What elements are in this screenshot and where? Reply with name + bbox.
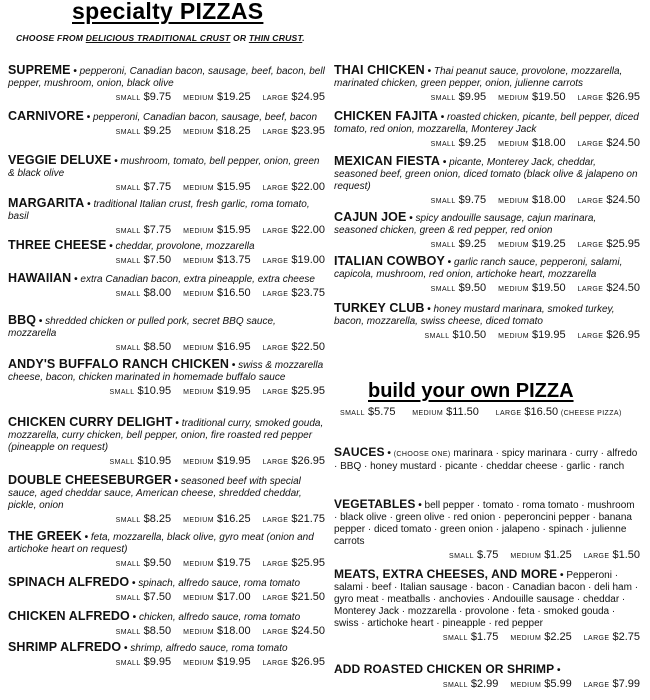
small-price: SMALL $9.95	[430, 91, 487, 103]
pizza-item-double-cheeseburger: DOUBLE CHEESEBURGER • seasoned beef with special sauce, aged cheddar sauce, American cheese, shredded cheddar, pickle, onion SMALL $8.25 MEDIUM $16.25 LARGE $21.75	[8, 473, 325, 525]
pizza-prices	[8, 513, 325, 527]
byo-roasted-chicken-shrimp: ADD ROASTED CHICKEN OR SHRIMP • SMALL $2.99 MEDIUM $5.99 LARGE $7.99	[334, 662, 640, 690]
pizza-prices	[334, 282, 640, 296]
small-price: SMALL $9.95	[115, 656, 172, 668]
pizza-item-bbq: BBQ • shredded chicken or pulled pork, secret BBQ sauce, mozzarella SMALL $8.50 MEDIUM $16.95 LARGE $22.50	[8, 313, 325, 353]
pizza-ingredients: spinach, alfredo sauce, roma tomato	[138, 578, 301, 589]
pizza-item-spinach-alfredo: SPINACH ALFREDO • spinach, alfredo sauce, roma tomato SMALL $7.50 MEDIUM $17.00 LARGE $21.50	[8, 575, 325, 603]
medium-price: MEDIUM $15.95	[183, 181, 251, 193]
medium-price: MEDIUM $19.75	[183, 557, 251, 569]
pizza-ingredients: mushroom, tomato, bell pepper, onion, green & black olive	[8, 156, 320, 179]
pizza-prices	[334, 137, 640, 151]
pizza-prices	[8, 254, 325, 268]
pizza-prices	[8, 341, 325, 355]
small-price: SMALL $10.95	[109, 455, 172, 467]
small-price: SMALL $9.25	[430, 137, 487, 149]
pizza-name: SPINACH ALFREDO	[8, 575, 130, 589]
byo-sauces: SAUCES • (CHOOSE ONE) marinara · spicy marinara · curry · alfredo · BBQ · honey mustard · picante · cheddar cheese · garlic · ranch	[334, 445, 638, 472]
pizza-name: CHICKEN FAJITA	[334, 109, 438, 123]
large-price: LARGE $25.95	[262, 557, 325, 569]
small-price: SMALL $8.50	[115, 625, 172, 637]
pizza-item-veggie-deluxe: VEGGIE DELUXE • mushroom, tomato, bell pepper, onion, green & black olive SMALL $7.75 MEDIUM $15.95 LARGE $22.00	[8, 153, 325, 193]
small-price: SMALL $8.50	[115, 341, 172, 353]
pizza-name: MEXICAN FIESTA	[334, 154, 441, 168]
small-price: SMALL $7.50	[115, 591, 172, 603]
small-price: SMALL $8.25	[115, 513, 172, 525]
pizza-prices	[334, 238, 640, 252]
small-price: SMALL $7.75	[115, 181, 172, 193]
pizza-ingredients: swiss & mozzarella cheese, bacon, chicken marinated in homemade buffalo sauce	[8, 360, 324, 383]
medium-price: MEDIUM $19.95	[183, 656, 251, 668]
large-price: LARGE $21.75	[262, 513, 325, 525]
medium-price: MEDIUM $16.95	[183, 341, 251, 353]
small-price: SMALL $8.00	[115, 287, 172, 299]
pizza-ingredients: picante, Monterey Jack, cheddar, seasoned beef, green onion, diced tomato (black olive & jalapeno on request)	[334, 157, 638, 192]
medium-price: MEDIUM $16.25	[183, 513, 251, 525]
small-price: SMALL $10.50	[424, 329, 487, 341]
large-price: LARGE $24.50	[577, 194, 640, 206]
medium-price: MEDIUM $13.75	[183, 254, 251, 266]
pizza-prices	[334, 329, 640, 343]
medium-price: MEDIUM $19.95	[498, 329, 566, 341]
large-price: LARGE $22.00	[262, 181, 325, 193]
pizza-name: CARNIVORE	[8, 109, 84, 123]
pizza-item-supreme: SUPREME • pepperoni, Canadian bacon, sausage, beef, bacon, bell pepper, mushroom, onion, black olive SMALL $9.75 MEDIUM $19.25 LARGE $24.95	[8, 63, 325, 103]
medium-price: MEDIUM $18.25	[183, 125, 251, 137]
crust-subtitle: CHOOSE FROM DELICIOUS TRADITIONAL CRUST OR THIN CRUST.	[16, 33, 305, 43]
large-price: LARGE $24.50	[577, 137, 640, 149]
roasted-prices: SMALL $2.99 MEDIUM $5.99 LARGE $7.99	[442, 678, 640, 690]
byo-medium-price: MEDIUM $11.50	[412, 406, 479, 418]
pizza-name: SUPREME	[8, 63, 71, 77]
pizza-item-chicken-fajita: CHICKEN FAJITA • roasted chicken, picante, bell pepper, diced tomato, red onion, mozzarella, Monterey Jack SMALL $9.25 MEDIUM $18.00 LARGE $24.50	[334, 109, 640, 149]
pizza-name: CAJUN JOE	[334, 210, 407, 224]
pizza-name: BBQ	[8, 313, 37, 327]
large-price: LARGE $19.00	[262, 254, 325, 266]
small-price: SMALL $9.25	[430, 238, 487, 250]
pizza-prices	[8, 656, 325, 670]
pizza-name: CHICKEN CURRY DELIGHT	[8, 415, 173, 429]
pizza-item-three-cheese: THREE CHEESE • cheddar, provolone, mozzarella SMALL $7.50 MEDIUM $13.75 LARGE $19.00	[8, 238, 325, 266]
pizza-prices	[334, 91, 640, 105]
meats-list: Pepperoni · salami · beef · Italian sausage · bacon · Canadian bacon · deli ham · gyro meat · meatballs · anchovies · Andouille sausage · cheddar · Monterey Jack · mozzarella · provolone · feta · smoked gouda · swiss · artichoke heart · pineapple · red pepper	[334, 570, 639, 629]
pizza-prices	[334, 194, 640, 208]
large-price: LARGE $26.95	[262, 656, 325, 668]
pizza-prices	[8, 224, 325, 238]
large-price: LARGE $24.50	[262, 625, 325, 637]
large-price: LARGE $26.95	[577, 91, 640, 103]
pizza-ingredients: shrimp, alfredo sauce, roma tomato	[130, 643, 288, 654]
pizza-ingredients: extra Canadian bacon, extra pineapple, extra cheese	[80, 274, 315, 285]
pizza-prices	[8, 91, 325, 105]
pizza-item-cajun-joe: CAJUN JOE • spicy andouille sausage, cajun marinara, seasoned chicken, green & red pepper, red onion SMALL $9.25 MEDIUM $19.25 LARGE $25.95	[334, 210, 640, 250]
choose-one-note: (CHOOSE ONE)	[393, 451, 451, 458]
pizza-item-turkey-club: TURKEY CLUB • honey mustard marinara, smoked turkey, bacon, mozzarella, swiss cheese, diced tomato SMALL $10.50 MEDIUM $19.95 LARGE $26.95	[334, 301, 640, 341]
pizza-ingredients: traditional Italian crust, fresh garlic, roma tomato, basil	[8, 199, 310, 222]
small-price: SMALL $9.50	[430, 282, 487, 294]
medium-price: MEDIUM $19.95	[183, 385, 251, 397]
pizza-ingredients: traditional curry, smoked gouda, mozzarella, curry chicken, bell pepper, onion, fire roasted red pepper (pineapple on request)	[8, 418, 324, 453]
medium-price: MEDIUM $16.50	[183, 287, 251, 299]
large-price: LARGE $24.95	[262, 91, 325, 103]
pizza-prices	[8, 385, 325, 399]
pizza-item-shrimp-alfredo: SHRIMP ALFREDO • shrimp, alfredo sauce, roma tomato SMALL $9.95 MEDIUM $19.95 LARGE $26.95	[8, 640, 325, 668]
byo-title: build your own PIZZA	[368, 380, 574, 402]
pizza-name: HAWAIIAN	[8, 271, 72, 285]
small-price: SMALL $9.75	[115, 91, 172, 103]
small-price: SMALL $7.75	[115, 224, 172, 236]
vegetables-list: bell pepper · tomato · roma tomato · mushroom · black olive · green olive · red onion · peperoncini pepper · banana pepper · diced tomato · green onion · jalapeno · spinach · julienne carrots	[334, 500, 635, 547]
large-price: LARGE $23.75	[262, 287, 325, 299]
byo-meats-cheeses: MEATS, EXTRA CHEESES, AND MORE • Pepperoni · salami · beef · Italian sausage · bacon · Canadian bacon · deli ham · gyro meat · meatballs · anchovies · Andouille sausage · cheddar · Monterey Jack · mozzarella · provolone · feta · smoked gouda · swiss · artichoke heart · pineapple · red pepper SMALL $1.75 MEDIUM $2.25 LARGE $2.75	[334, 567, 640, 643]
meats-prices: SMALL $1.75 MEDIUM $2.25 LARGE $2.75	[442, 631, 640, 643]
meats-heading: MEATS, EXTRA CHEESES, AND MORE	[334, 567, 558, 581]
roasted-heading: ADD ROASTED CHICKEN OR SHRIMP	[334, 662, 555, 676]
medium-price: MEDIUM $19.95	[183, 455, 251, 467]
large-price: LARGE $26.95	[262, 455, 325, 467]
pizza-name: THE GREEK	[8, 529, 82, 543]
medium-price: MEDIUM $19.25	[183, 91, 251, 103]
byo-vegetables: VEGETABLES • bell pepper · tomato · roma tomato · mushroom · black olive · green olive · red onion · peperoncini pepper · banana pepper · diced tomato · green onion · jalapeno · spinach · julienne carrots SMALL $.75 MEDIUM $1.25 LARGE $1.50	[334, 497, 640, 561]
pizza-item-the-greek: THE GREEK • feta, mozzarella, black olive, gyro meat (onion and artichoke heart on request) SMALL $9.50 MEDIUM $19.75 LARGE $25.95	[8, 529, 325, 569]
medium-price: MEDIUM $18.00	[183, 625, 251, 637]
pizza-name: ANDY'S BUFFALO RANCH CHICKEN	[8, 357, 230, 371]
medium-price: MEDIUM $15.95	[183, 224, 251, 236]
pizza-name: THREE CHEESE	[8, 238, 107, 252]
vegetables-prices: SMALL $.75 MEDIUM $1.25 LARGE $1.50	[449, 549, 640, 561]
pizza-name: DOUBLE CHEESEBURGER	[8, 473, 172, 487]
large-price: LARGE $23.95	[262, 125, 325, 137]
large-price: LARGE $22.00	[262, 224, 325, 236]
pizza-item-italian-cowboy: ITALIAN COWBOY • garlic ranch sauce, pepperoni, salami, capicola, mushroom, red onion, artichoke heart, mozzarella SMALL $9.50 MEDIUM $19.50 LARGE $24.50	[334, 254, 640, 294]
large-price: LARGE $26.95	[577, 329, 640, 341]
large-price: LARGE $25.95	[577, 238, 640, 250]
vegetables-heading: VEGETABLES	[334, 497, 416, 511]
pizza-name: VEGGIE DELUXE	[8, 153, 112, 167]
large-price: LARGE $22.50	[262, 341, 325, 353]
medium-price: MEDIUM $18.00	[498, 194, 566, 206]
medium-price: MEDIUM $19.25	[498, 238, 566, 250]
pizza-prices	[8, 287, 325, 301]
sauces-heading: SAUCES	[334, 445, 385, 459]
pizza-item-carnivore: CARNIVORE • pepperoni, Canadian bacon, sausage, beef, bacon SMALL $9.25 MEDIUM $18.25 LARGE $23.95	[8, 109, 325, 137]
pizza-ingredients: roasted chicken, picante, bell pepper, diced tomato, red onion, mozzarella, Monterey Jack	[334, 112, 639, 135]
byo-large-price: LARGE $16.50 (CHEESE PIZZA)	[495, 406, 622, 418]
large-price: LARGE $24.50	[577, 282, 640, 294]
small-price: SMALL $9.25	[115, 125, 172, 137]
pizza-prices	[8, 181, 325, 195]
large-price: LARGE $21.50	[262, 591, 325, 603]
medium-price: MEDIUM $18.00	[498, 137, 566, 149]
pizza-item-andy-s-buffalo-ranch-chicken: ANDY'S BUFFALO RANCH CHICKEN • swiss & mozzarella cheese, bacon, chicken marinated in homemade buffalo sauce SMALL $10.95 MEDIUM $19.95 LARGE $25.95	[8, 357, 325, 397]
sauces-list: marinara · spicy marinara · curry · alfredo · BBQ · honey mustard · picante · cheddar cheese · garlic · ranch	[334, 448, 638, 472]
pizza-name: TURKEY CLUB	[334, 301, 425, 315]
pizza-item-margarita: MARGARITA • traditional Italian crust, fresh garlic, roma tomato, basil SMALL $7.75 MEDIUM $15.95 LARGE $22.00	[8, 196, 325, 236]
pizza-item-chicken-alfredo: CHICKEN ALFREDO • chicken, alfredo sauce, roma tomato SMALL $8.50 MEDIUM $18.00 LARGE $24.50	[8, 609, 325, 637]
byo-small-price: SMALL $5.75	[340, 406, 396, 418]
pizza-name: THAI CHICKEN	[334, 63, 425, 77]
pizza-ingredients: garlic ranch sauce, pepperoni, salami, capicola, mushroom, red onion, artichoke heart, mozzarella	[334, 257, 623, 280]
menu-title: specialty PIZZAS	[72, 0, 264, 24]
pizza-prices	[8, 125, 325, 139]
pizza-prices	[8, 557, 325, 571]
pizza-ingredients: shredded chicken or pulled pork, secret BBQ sauce, mozzarella	[8, 316, 276, 339]
pizza-ingredients: seasoned beef with special sauce, aged cheddar sauce, American cheese, shredded cheddar, pickle, onion	[8, 476, 302, 511]
pizza-item-chicken-curry-delight: CHICKEN CURRY DELIGHT • traditional curry, smoked gouda, mozzarella, curry chicken, bell pepper, onion, fire roasted red pepper (pineapple on request) SMALL $10.95 MEDIUM $19.95 LARGE $26.95	[8, 415, 325, 467]
pizza-ingredients: cheddar, provolone, mozzarella	[115, 241, 255, 252]
large-price: LARGE $25.95	[262, 385, 325, 397]
small-price: SMALL $10.95	[109, 385, 172, 397]
medium-price: MEDIUM $19.50	[498, 282, 566, 294]
medium-price: MEDIUM $19.50	[498, 91, 566, 103]
small-price: SMALL $7.50	[115, 254, 172, 266]
pizza-ingredients: pepperoni, Canadian bacon, sausage, beef, bacon, bell pepper, mushroom, onion, black olive	[8, 66, 325, 89]
pizza-ingredients: spicy andouille sausage, cajun marinara, seasoned chicken, green & red pepper, red onion	[334, 213, 597, 236]
pizza-prices	[8, 455, 325, 469]
small-price: SMALL $9.50	[115, 557, 172, 569]
pizza-item-thai-chicken: THAI CHICKEN • Thai peanut sauce, provolone, mozzarella, marinated chicken, green pepper, onion, julienne carrots SMALL $9.95 MEDIUM $19.50 LARGE $26.95	[334, 63, 640, 103]
pizza-prices	[8, 625, 325, 639]
pizza-name: ITALIAN COWBOY	[334, 254, 445, 268]
pizza-name: MARGARITA	[8, 196, 85, 210]
pizza-ingredients: chicken, alfredo sauce, roma tomato	[138, 612, 301, 623]
pizza-item-hawaiian: HAWAIIAN • extra Canadian bacon, extra pineapple, extra cheese SMALL $8.00 MEDIUM $16.50 LARGE $23.75	[8, 271, 325, 299]
pizza-ingredients: pepperoni, Canadian bacon, sausage, beef, bacon	[92, 112, 318, 123]
pizza-item-mexican-fiesta: MEXICAN FIESTA • picante, Monterey Jack, cheddar, seasoned beef, green onion, diced tomato (black olive & jalapeno on request) SMALL $9.75 MEDIUM $18.00 LARGE $24.50	[334, 154, 640, 206]
small-price: SMALL $9.75	[430, 194, 487, 206]
pizza-ingredients: Thai peanut sauce, provolone, mozzarella, marinated chicken, green pepper, onion, julienne carrots	[334, 66, 623, 89]
pizza-name: SHRIMP ALFREDO	[8, 640, 122, 654]
medium-price: MEDIUM $17.00	[183, 591, 251, 603]
pizza-name: CHICKEN ALFREDO	[8, 609, 130, 623]
byo-base-prices	[340, 406, 636, 418]
pizza-ingredients: honey mustard marinara, smoked turkey, bacon, mozzarella, swiss cheese, diced tomato	[334, 304, 615, 327]
pizza-ingredients: feta, mozzarella, black olive, gyro meat (onion and artichoke heart on request)	[8, 532, 314, 555]
pizza-prices	[8, 591, 325, 605]
